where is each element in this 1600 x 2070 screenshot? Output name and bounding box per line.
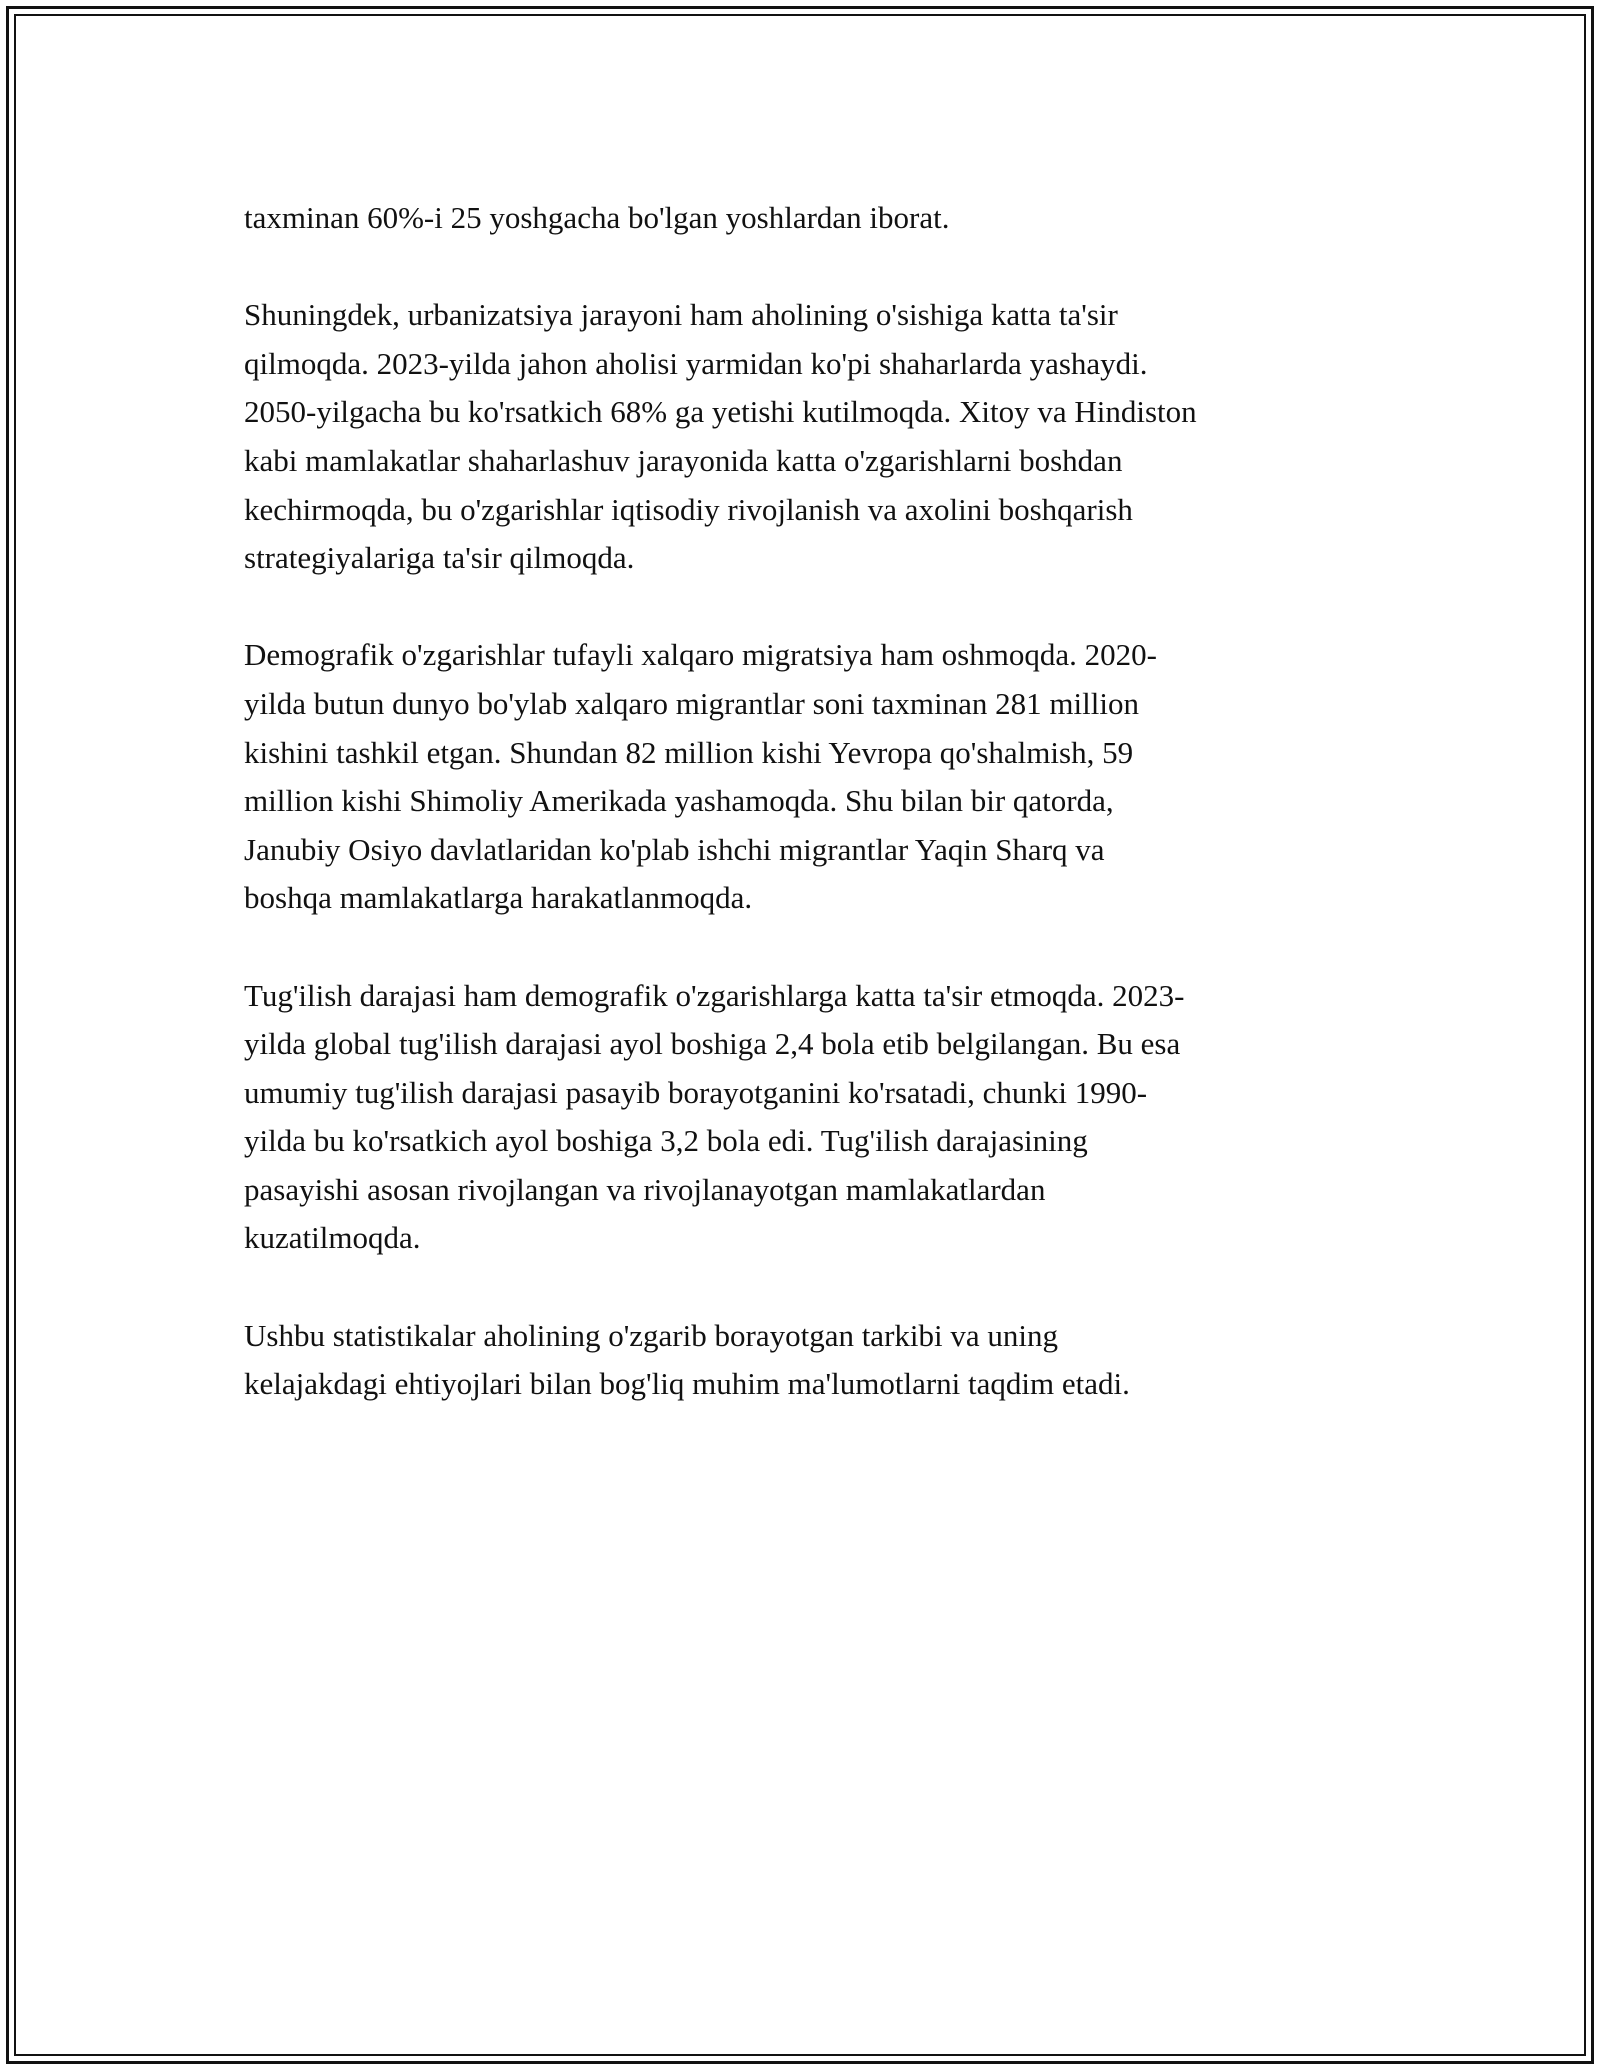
paragraph-5 [244, 1312, 1424, 1409]
paragraph-2 [244, 291, 1424, 583]
text-line: kechirmoqda, bu o'zgarishlar iqtisodiy rivojlanish va axolini boshqarish [244, 491, 1133, 527]
text-line: yilda global tug'ilish darajasi ayol boshiga 2,4 bola etib belgilangan. Bu esa [244, 1026, 1181, 1062]
text-line: million kishi Shimoliy Amerikada yashamoqda. Shu bilan bir qatorda, [244, 783, 1114, 819]
paragraph-1 [244, 194, 1424, 243]
text-line: qilmoqda. 2023-yilda jahon aholisi yarmidan ko'pi shaharlarda yashaydi. [244, 345, 1148, 381]
text-line: Tug'ilish darajasi ham demografik o'zgarishlarga katta ta'sir etmoqda. 2023- [244, 977, 1185, 1013]
document-body [244, 194, 1424, 1457]
text-line: umumiy tug'ilish darajasi pasayib borayotganini ko'rsatadi, chunki 1990- [244, 1074, 1148, 1110]
text-line: kuzatilmoqda. [244, 1220, 421, 1256]
text-line: Demografik o'zgarishlar tufayli xalqaro migratsiya ham oshmoqda. 2020- [244, 637, 1157, 673]
text-line: pasayishi asosan rivojlangan va rivojlanayotgan mamlakatlardan [244, 1171, 1046, 1207]
text-line: boshqa mamlakatlarga harakatlanmoqda. [244, 880, 753, 916]
text-line: Ushbu statistikalar aholining o'zgarib borayotgan tarkibi va uning [244, 1317, 1058, 1353]
text-line: kishini tashkil etgan. Shundan 82 million kishi Yevropa qo'shalmish, 59 [244, 734, 1134, 770]
text-line: Shuningdek, urbanizatsiya jarayoni ham aholining o'sishiga katta ta'sir [244, 297, 1118, 333]
text-line: kabi mamlakatlar shaharlashuv jarayonida katta o'zgarishlarni boshdan [244, 442, 1123, 478]
text-line: 2050-yilgacha bu ko'rsatkich 68% ga yetishi kutilmoqda. Xitoy va Hindiston [244, 394, 1197, 430]
text-line: taxminan 60%-i 25 yoshgacha bo'lgan yoshlardan iborat. [244, 200, 950, 235]
paragraph-4 [244, 972, 1424, 1264]
text-line: yilda bu ko'rsatkich ayol boshiga 3,2 bola edi. Tug'ilish darajasining [244, 1123, 1088, 1159]
page-frame [6, 6, 1594, 2064]
text-line: kelajakdagi ehtiyojlari bilan bog'liq muhim ma'lumotlarni taqdim etadi. [244, 1366, 1130, 1402]
text-line: strategiyalariga ta'sir qilmoqda. [244, 540, 635, 576]
text-line: Janubiy Osiyo davlatlaridan ko'plab ishchi migrantlar Yaqin Sharq va [244, 831, 1105, 867]
paragraph-3 [244, 631, 1424, 923]
text-line: yilda butun dunyo bo'ylab xalqaro migrantlar soni taxminan 281 million [244, 685, 1139, 721]
